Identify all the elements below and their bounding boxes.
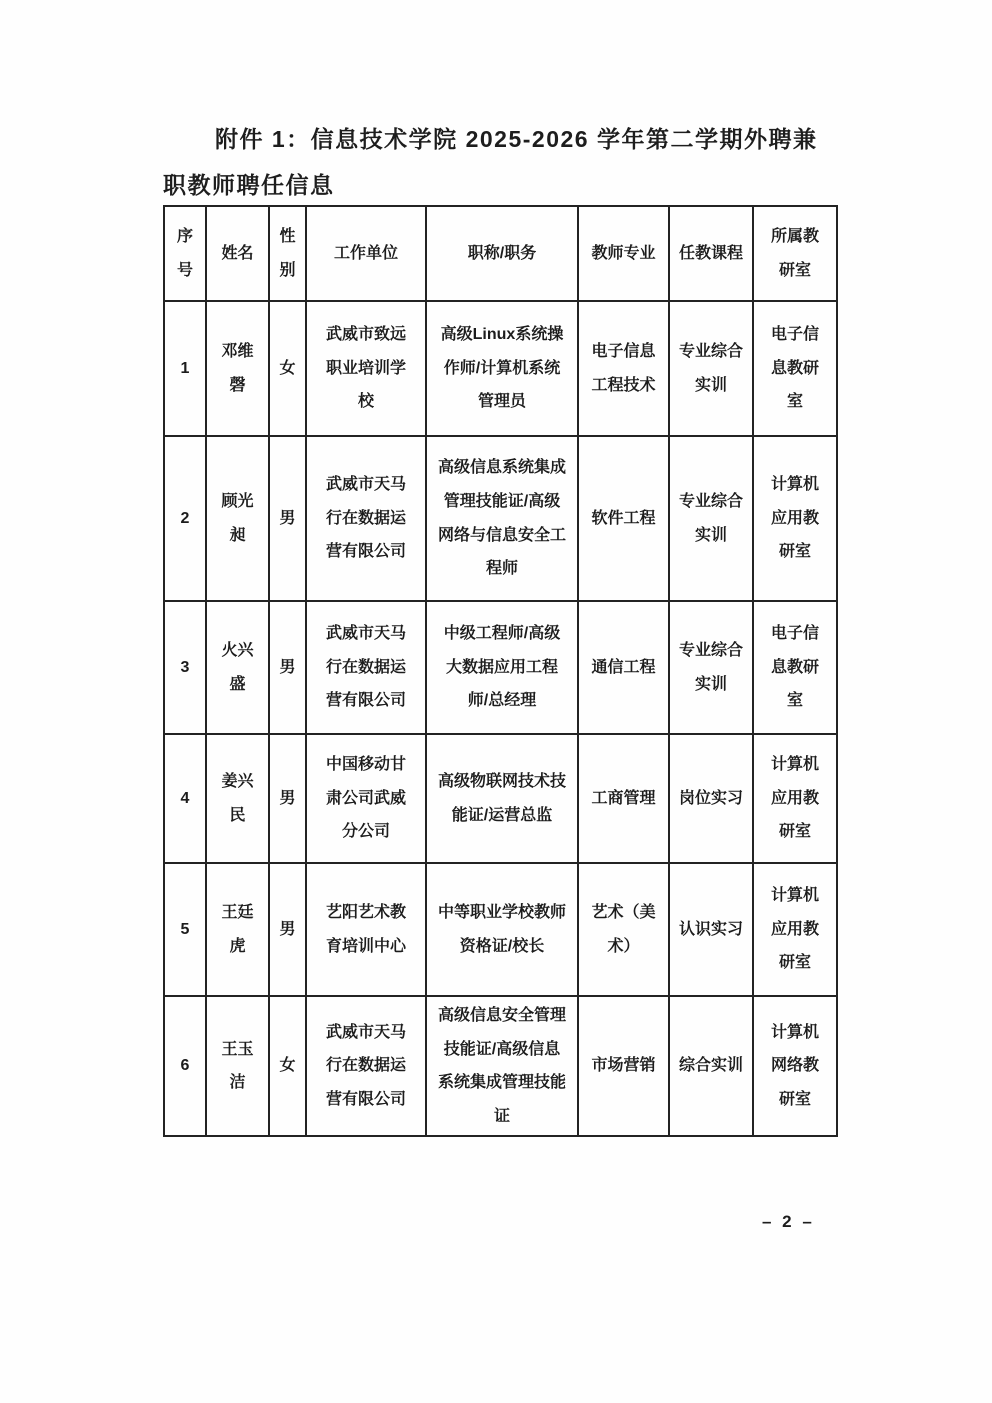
cell-gender: 男 — [269, 436, 306, 601]
cell-index: 6 — [164, 996, 206, 1136]
cell-major: 电子信息工程技术 — [578, 301, 669, 436]
cell-title: 高级Linux系统操作师/计算机系统管理员 — [426, 301, 578, 436]
table-row — [164, 301, 837, 436]
cell-title: 中级工程师/高级大数据应用工程师/总经理 — [426, 601, 578, 734]
cell-major: 工商管理 — [578, 734, 669, 863]
cell-course: 岗位实习 — [669, 734, 753, 863]
cell-course: 专业综合实训 — [669, 436, 753, 601]
cell-workplace: 武威市天马行在数据运营有限公司 — [306, 996, 426, 1136]
header-cell-workplace: 工作单位 — [306, 206, 426, 301]
cell-name: 邓维磬 — [206, 301, 269, 436]
cell-index: 5 — [164, 863, 206, 996]
cell-office: 计算机应用教研室 — [753, 863, 837, 996]
table-row — [164, 734, 837, 863]
header-cell-index: 序号 — [164, 206, 206, 301]
cell-index: 2 — [164, 436, 206, 601]
cell-gender: 女 — [269, 996, 306, 1136]
cell-name: 火兴盛 — [206, 601, 269, 734]
table-row — [164, 436, 837, 601]
cell-course: 专业综合实训 — [669, 301, 753, 436]
cell-name: 顾光昶 — [206, 436, 269, 601]
cell-name: 姜兴民 — [206, 734, 269, 863]
cell-index: 1 — [164, 301, 206, 436]
attachment-title: 附件 1：信息技术学院 2025-2026 学年第二学期外聘兼职教师聘任信息 — [163, 126, 818, 198]
cell-major: 通信工程 — [578, 601, 669, 734]
table-row — [164, 996, 837, 1136]
header-cell-title: 职称/职务 — [426, 206, 578, 301]
cell-course: 认识实习 — [669, 863, 753, 996]
cell-office: 电子信息教研室 — [753, 601, 837, 734]
table-row — [164, 863, 837, 996]
header-cell-office: 所属教研室 — [753, 206, 837, 301]
cell-title: 高级信息系统集成管理技能证/高级网络与信息安全工程师 — [426, 436, 578, 601]
cell-title: 高级物联网技术技能证/运营总监 — [426, 734, 578, 863]
cell-office: 计算机应用教研室 — [753, 734, 837, 863]
table-row — [164, 601, 837, 734]
header-cell-course: 任教课程 — [669, 206, 753, 301]
cell-index: 4 — [164, 734, 206, 863]
cell-title: 中等职业学校教师资格证/校长 — [426, 863, 578, 996]
header-cell-gender: 性别 — [269, 206, 306, 301]
cell-office: 电子信息教研室 — [753, 301, 837, 436]
cell-office: 计算机应用教研室 — [753, 436, 837, 601]
cell-major: 市场营销 — [578, 996, 669, 1136]
header-cell-name: 姓名 — [206, 206, 269, 301]
table-header-row — [164, 206, 837, 301]
cell-workplace: 武威市致远职业培训学校 — [306, 301, 426, 436]
cell-gender: 男 — [269, 601, 306, 734]
cell-title: 高级信息安全管理技能证/高级信息系统集成管理技能证 — [426, 996, 578, 1136]
page-number: – 2 – — [762, 1212, 815, 1231]
cell-major: 艺术（美术） — [578, 863, 669, 996]
cell-workplace: 中国移动甘肃公司武威分公司 — [306, 734, 426, 863]
cell-office: 计算机网络教研室 — [753, 996, 837, 1136]
cell-workplace: 武威市天马行在数据运营有限公司 — [306, 436, 426, 601]
cell-course: 综合实训 — [669, 996, 753, 1136]
cell-gender: 男 — [269, 734, 306, 863]
header-cell-major: 教师专业 — [578, 206, 669, 301]
cell-name: 王玉洁 — [206, 996, 269, 1136]
cell-workplace: 艺阳艺术教育培训中心 — [306, 863, 426, 996]
cell-workplace: 武威市天马行在数据运营有限公司 — [306, 601, 426, 734]
cell-index: 3 — [164, 601, 206, 734]
cell-gender: 男 — [269, 863, 306, 996]
cell-course: 专业综合实训 — [669, 601, 753, 734]
cell-name: 王廷虎 — [206, 863, 269, 996]
teacher-table — [163, 205, 838, 1137]
cell-gender: 女 — [269, 301, 306, 436]
cell-major: 软件工程 — [578, 436, 669, 601]
